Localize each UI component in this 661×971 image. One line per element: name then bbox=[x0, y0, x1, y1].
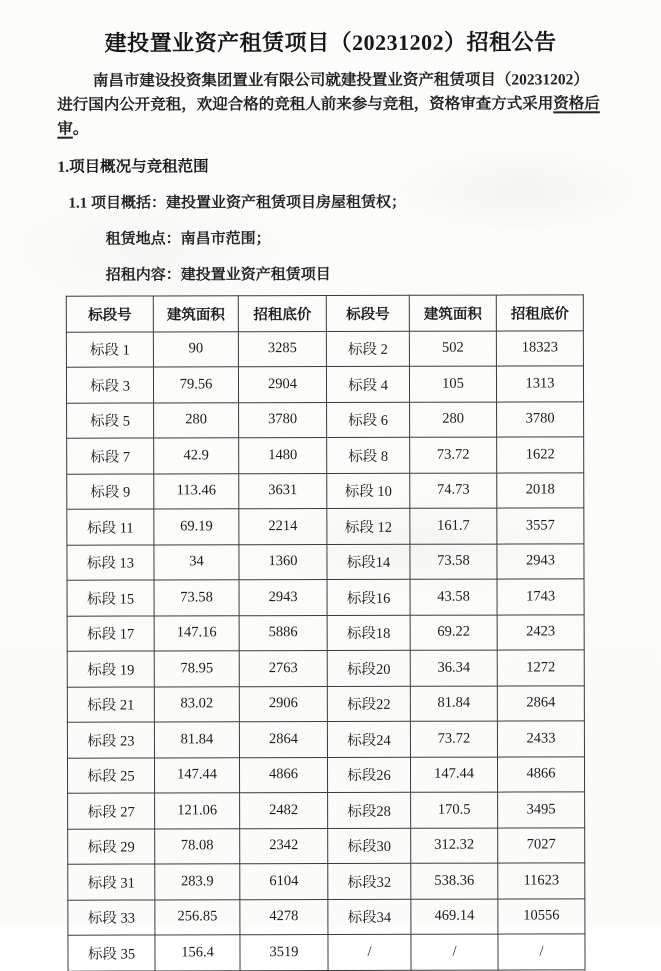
table-row bbox=[68, 898, 585, 935]
table-cell: 标段24 bbox=[327, 721, 410, 757]
table-cell: 283.9 bbox=[155, 864, 240, 900]
table-row bbox=[67, 685, 584, 722]
table-cell: 538.36 bbox=[411, 863, 498, 899]
table-cell: 标段 23 bbox=[67, 722, 154, 758]
table-cell: 2904 bbox=[238, 367, 326, 403]
column-header: 招租底价 bbox=[496, 295, 583, 331]
table-cell: 502 bbox=[409, 331, 496, 367]
table-cell: 11623 bbox=[498, 863, 585, 899]
table-cell: 147.44 bbox=[410, 757, 497, 793]
table-cell: 3495 bbox=[498, 792, 585, 828]
table-cell: 7027 bbox=[498, 827, 585, 863]
intro-text: 南昌市建设投资集团置业有限公司就建投置业资产租赁项目（20231202）进行国内公开竞租，欢迎合格的竞租人前来参与竞租，资格审查方式采用 bbox=[57, 71, 589, 114]
table-cell: 1272 bbox=[497, 650, 584, 686]
lots-table bbox=[66, 294, 586, 971]
table-cell: 121.06 bbox=[155, 793, 240, 829]
item-project-overview-label: 1.1 项目概括： bbox=[68, 195, 167, 212]
table-cell: 170.5 bbox=[411, 792, 498, 828]
table-cell: 69.19 bbox=[154, 509, 239, 545]
table-cell: 标段 35 bbox=[68, 935, 155, 971]
table-cell: 81.84 bbox=[410, 686, 497, 722]
table-cell: 2018 bbox=[497, 472, 584, 508]
table-cell: 469.14 bbox=[411, 899, 498, 935]
table-cell: 10556 bbox=[498, 898, 585, 934]
table-cell: 标段 6 bbox=[327, 402, 410, 438]
table-cell: 74.73 bbox=[410, 473, 497, 509]
section-1-heading: 1.项目概况与竞租范围 bbox=[57, 158, 209, 176]
table-cell: 标段 1 bbox=[66, 331, 153, 367]
table-cell: 1313 bbox=[496, 366, 583, 402]
table-cell: 2943 bbox=[239, 580, 327, 616]
table-cell: 标段34 bbox=[328, 899, 411, 935]
table-cell: 69.22 bbox=[410, 615, 497, 651]
table-header-row bbox=[66, 295, 583, 332]
table-cell: 73.58 bbox=[410, 544, 497, 580]
table-cell: 2943 bbox=[497, 543, 584, 579]
column-header: 标段号 bbox=[326, 295, 409, 331]
table-cell: 标段14 bbox=[327, 544, 410, 580]
table-cell: 113.46 bbox=[154, 473, 239, 509]
table-cell: 280 bbox=[410, 402, 497, 438]
table-row bbox=[68, 934, 585, 971]
table-cell: 标段16 bbox=[327, 579, 410, 615]
table-cell: 161.7 bbox=[410, 508, 497, 544]
table-cell: 标段28 bbox=[328, 792, 411, 828]
table-cell: 标段 15 bbox=[67, 580, 154, 616]
table-cell: 标段 13 bbox=[67, 544, 154, 580]
table-body bbox=[66, 330, 585, 970]
table-cell: 1743 bbox=[497, 579, 584, 615]
table-cell: 标段20 bbox=[327, 650, 410, 686]
table-cell: 2906 bbox=[239, 686, 327, 722]
table-cell: 标段18 bbox=[327, 615, 410, 651]
table-cell: 36.34 bbox=[410, 650, 497, 686]
table-cell: 标段 29 bbox=[68, 828, 155, 864]
page-title: 建投置业资产租赁项目（20231202）招租公告 bbox=[104, 29, 557, 56]
table-row bbox=[66, 330, 583, 367]
table-cell: 78.95 bbox=[154, 651, 239, 687]
table-cell: 标段 9 bbox=[67, 473, 154, 509]
table-cell: 2214 bbox=[239, 509, 327, 545]
table-cell: 2433 bbox=[497, 721, 584, 757]
table-cell: 标段32 bbox=[328, 863, 411, 899]
table-cell: 5886 bbox=[239, 615, 327, 651]
table-cell: 73.58 bbox=[154, 580, 239, 616]
table-cell: 2482 bbox=[240, 793, 328, 829]
table-cell: 标段 21 bbox=[67, 686, 154, 722]
column-header: 建筑面积 bbox=[409, 295, 496, 331]
table-cell: 78.08 bbox=[155, 828, 240, 864]
table-cell: 标段 11 bbox=[67, 509, 154, 545]
intro-text-end: 。 bbox=[72, 120, 89, 138]
table-cell: 1622 bbox=[497, 437, 584, 473]
table-cell: 标段 5 bbox=[67, 402, 154, 438]
table-cell: 标段 8 bbox=[327, 437, 410, 473]
table-cell: 73.72 bbox=[410, 437, 497, 473]
table-row bbox=[67, 579, 584, 616]
table-cell: 42.9 bbox=[154, 438, 239, 474]
table-cell: 标段 19 bbox=[67, 651, 154, 687]
table-cell: 标段 33 bbox=[68, 899, 155, 935]
table-cell: 标段 10 bbox=[327, 473, 410, 509]
table-row bbox=[67, 508, 584, 545]
table-row bbox=[67, 756, 584, 793]
table-cell: 2864 bbox=[239, 722, 327, 758]
table-cell: 256.85 bbox=[155, 899, 240, 935]
table-cell: 1360 bbox=[239, 544, 327, 580]
item-lease-content-value: 建投置业资产租赁项目 bbox=[180, 267, 331, 284]
table-cell: 4866 bbox=[239, 757, 327, 793]
table-cell: 标段 17 bbox=[67, 615, 154, 651]
table-cell: 147.16 bbox=[154, 615, 239, 651]
table-cell: 3780 bbox=[497, 401, 584, 437]
table-cell: 标段22 bbox=[327, 686, 410, 722]
item-project-overview bbox=[69, 190, 605, 212]
table-row bbox=[66, 366, 583, 403]
table-cell: 18323 bbox=[496, 330, 583, 366]
intro-paragraph bbox=[57, 68, 604, 141]
table-cell: / bbox=[411, 934, 498, 970]
table-cell: 3285 bbox=[238, 331, 326, 367]
table-row bbox=[67, 650, 584, 687]
table-cell: 4866 bbox=[497, 756, 584, 792]
table-cell: / bbox=[498, 934, 585, 970]
underlined-review-method: 资格后审 bbox=[57, 95, 600, 138]
table-row bbox=[67, 721, 584, 758]
table-row bbox=[68, 827, 585, 864]
table-cell: 标段 4 bbox=[326, 366, 409, 402]
table-cell: 标段30 bbox=[328, 828, 411, 864]
table-cell: 2342 bbox=[240, 828, 328, 864]
table-cell: 标段26 bbox=[327, 757, 410, 793]
table-row bbox=[67, 401, 584, 438]
table-row bbox=[67, 472, 584, 509]
table-cell: 3780 bbox=[239, 402, 327, 438]
table-cell: 标段 27 bbox=[68, 793, 155, 829]
table-row bbox=[67, 614, 584, 651]
item-lease-location-label: 租赁地点： bbox=[105, 231, 181, 248]
column-header: 建筑面积 bbox=[153, 296, 238, 332]
item-project-overview-value: 建投置业资产租赁项目房屋租赁权； bbox=[166, 194, 407, 212]
item-lease-location-value: 南昌市范围； bbox=[180, 231, 271, 248]
table-cell: 标段 12 bbox=[327, 508, 410, 544]
table-cell: 3557 bbox=[497, 508, 584, 544]
table-cell: 147.44 bbox=[154, 757, 239, 793]
column-header: 招租底价 bbox=[238, 296, 326, 332]
table-cell: 79.56 bbox=[153, 367, 238, 403]
table-row bbox=[68, 863, 585, 900]
table-cell: / bbox=[328, 934, 411, 970]
column-header: 标段号 bbox=[66, 296, 153, 332]
item-lease-location bbox=[106, 226, 605, 248]
table-cell: 2864 bbox=[497, 685, 584, 721]
table-cell: 83.02 bbox=[154, 686, 239, 722]
table-cell: 标段 31 bbox=[68, 864, 155, 900]
table-cell: 3519 bbox=[240, 935, 328, 971]
table-cell: 90 bbox=[153, 331, 238, 367]
table-cell: 280 bbox=[154, 402, 239, 438]
table-cell: 81.84 bbox=[154, 722, 239, 758]
table-cell: 156.4 bbox=[155, 935, 240, 971]
table-cell: 标段 25 bbox=[67, 757, 154, 793]
table-cell: 105 bbox=[409, 366, 496, 402]
table-cell: 3631 bbox=[239, 473, 327, 509]
table-row bbox=[68, 792, 585, 829]
table-cell: 标段 2 bbox=[326, 331, 409, 367]
table-cell: 43.58 bbox=[410, 579, 497, 615]
table-cell: 6104 bbox=[240, 864, 328, 900]
table-cell: 1480 bbox=[239, 438, 327, 474]
table-cell: 34 bbox=[154, 544, 239, 580]
table-cell: 4278 bbox=[240, 899, 328, 935]
table-cell: 312.32 bbox=[411, 828, 498, 864]
table-cell: 73.72 bbox=[410, 721, 497, 757]
table-cell: 标段 7 bbox=[67, 438, 154, 474]
table-cell: 2423 bbox=[497, 614, 584, 650]
table-cell: 标段 3 bbox=[66, 367, 153, 403]
table-cell: 2763 bbox=[239, 651, 327, 687]
item-lease-content-label: 招租内容： bbox=[105, 267, 181, 284]
table-row bbox=[67, 543, 584, 580]
item-lease-content bbox=[106, 262, 605, 284]
table-row bbox=[67, 437, 584, 474]
